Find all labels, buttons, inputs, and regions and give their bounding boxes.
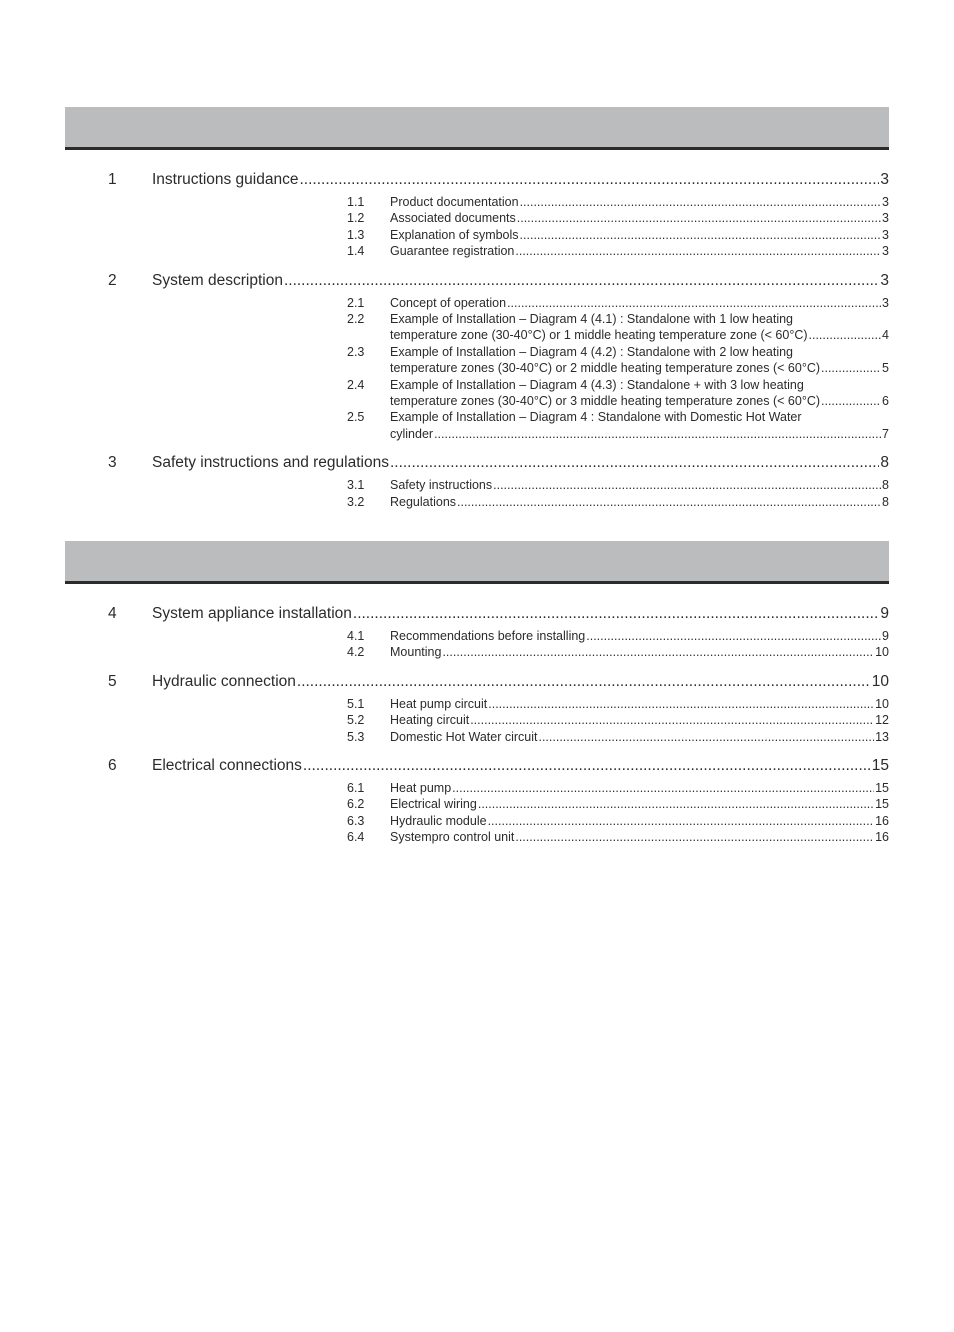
subsection-line (390, 644, 889, 660)
dot-leader (520, 227, 882, 243)
chapter-page-number: 3 (880, 271, 889, 289)
dot-leader (515, 243, 881, 259)
dot-leader (390, 452, 879, 474)
toc-subsection-entry[interactable] (65, 377, 889, 410)
subsection-page-number: 10 (875, 696, 889, 711)
subsection-line (390, 829, 889, 845)
chapter-line (152, 270, 889, 292)
subsection-page-number: 7 (882, 426, 889, 441)
subsection-line (390, 712, 889, 728)
toc-subsection-entry[interactable] (65, 243, 889, 259)
subsection-body (390, 477, 889, 493)
subsection-title: Concept of operation (390, 295, 507, 310)
subsection-line (390, 796, 889, 812)
subsection-page-number: 13 (875, 729, 889, 744)
dot-leader (538, 729, 874, 745)
chapter-page-number: 9 (880, 605, 889, 622)
subsection-page-number: 3 (882, 295, 889, 310)
dot-leader (434, 426, 881, 442)
subsection-line (390, 780, 889, 796)
dot-leader (303, 755, 871, 777)
toc-subsection-entry[interactable] (65, 210, 889, 226)
subsection-title: Product documentation (390, 195, 519, 209)
toc-subsection-entry[interactable] (65, 796, 889, 812)
subsection-line (390, 729, 889, 745)
subsection-line (390, 295, 889, 311)
dot-leader (517, 210, 881, 226)
toc-subsection-entry[interactable] (65, 729, 889, 745)
subsection-page-number: 12 (875, 713, 889, 728)
subsection-title: Hydraulic module (390, 813, 487, 828)
subsection-body (390, 377, 889, 410)
subsection-title: Explanation of symbols (390, 227, 519, 242)
dot-leader (353, 603, 879, 625)
chapter-title: Electrical connections (152, 756, 302, 774)
chapter-line (152, 755, 889, 777)
subsection-line (390, 393, 889, 409)
subsection-number: 3.1 (347, 478, 365, 493)
toc-chapter-entry[interactable] (65, 169, 889, 191)
toc-subsection-entry[interactable] (65, 829, 889, 845)
subsection-page-number: 4 (882, 328, 889, 343)
toc-subsection-entry[interactable] (65, 712, 889, 728)
subsection-body (390, 644, 889, 660)
subsection-title: Domestic Hot Water circuit (390, 729, 538, 744)
subsection-number: 1.4 (347, 244, 365, 259)
subsection-number: 6.2 (347, 797, 365, 812)
subsection-page-number: 15 (875, 797, 889, 812)
subsection-body (390, 829, 889, 845)
subsection-body (390, 796, 889, 812)
subsection-number: 2.3 (347, 344, 365, 359)
dot-leader (470, 712, 874, 728)
subsection-body (390, 628, 889, 644)
toc-subsection-entry[interactable] (65, 494, 889, 510)
subsection-line (390, 426, 889, 442)
dot-leader (442, 644, 874, 660)
chapter-title: Instructions guidance (152, 171, 299, 188)
subsection-body (390, 210, 889, 226)
subsection-title: Heat pump circuit (390, 696, 488, 711)
subsection-line (390, 813, 889, 829)
subsection-number: 1.3 (347, 227, 365, 242)
subsection-number: 2.1 (347, 295, 365, 310)
toc-subsection-entry[interactable] (65, 696, 889, 712)
subsection-number: 3.2 (347, 494, 365, 509)
subsection-title: Heating circuit (390, 713, 470, 728)
chapter-title: Safety instructions and regulations (152, 454, 389, 472)
subsection-title-line: Example of Installation – Diagram 4 : Standalone with Domestic Hot Water (390, 410, 802, 425)
subsection-body (390, 311, 889, 344)
dot-leader (299, 169, 879, 191)
subsection-page-number: 3 (882, 244, 889, 259)
chapter-page-number: 10 (871, 672, 889, 690)
chapter-number: 5 (108, 672, 117, 690)
subsection-page-number: 6 (882, 393, 889, 408)
subsection-page-number: 8 (882, 494, 889, 509)
subsection-page-number: 8 (882, 478, 889, 493)
section-band-2 (65, 541, 889, 584)
subsection-body (390, 243, 889, 259)
subsection-body (390, 409, 889, 442)
subsection-page-number: 3 (882, 195, 889, 209)
subsection-line (390, 210, 889, 226)
dot-leader (452, 780, 874, 796)
subsection-page-number: 5 (882, 361, 889, 376)
subsection-title: Electrical wiring (390, 797, 477, 812)
toc-subsection-entry[interactable] (65, 644, 889, 660)
subsection-line (390, 494, 889, 510)
subsection-line (390, 477, 889, 493)
subsection-title: Regulations (390, 494, 457, 509)
subsection-title-line: Example of Installation – Diagram 4 (4.2) : Standalone with 2 low heating (390, 344, 794, 359)
subsection-body (390, 729, 889, 745)
chapter-line (152, 452, 889, 474)
toc-chapter-entry[interactable] (65, 452, 889, 474)
subsection-line (390, 628, 889, 644)
subsection-body (390, 712, 889, 728)
subsection-line (390, 360, 889, 376)
chapter-number: 3 (108, 454, 117, 472)
subsection-number: 5.1 (347, 696, 365, 711)
subsection-body (390, 295, 889, 311)
subsection-title: Systempro control unit (390, 830, 515, 845)
toc-subsection-entry[interactable] (65, 295, 889, 311)
subsection-body (390, 227, 889, 243)
dot-leader (515, 829, 874, 845)
dot-leader (457, 494, 881, 510)
dot-leader (284, 270, 879, 292)
subsection-title: temperature zones (30-40°C) or 3 middle heating temperature zones (< 60°C) (390, 393, 821, 408)
chapter-number: 4 (108, 605, 117, 622)
chapter-title: Hydraulic connection (152, 672, 296, 690)
dot-leader (478, 796, 874, 812)
subsection-body (390, 344, 889, 377)
subsection-number: 6.3 (347, 813, 365, 828)
subsection-title-line: Example of Installation – Diagram 4 (4.3) : Standalone + with 3 low heating (390, 377, 804, 392)
toc-chapter-entry[interactable] (65, 755, 889, 777)
chapter-title: System appliance installation (152, 605, 352, 622)
subsection-body (390, 194, 889, 210)
chapter-number: 2 (108, 271, 117, 289)
chapter-line (152, 169, 889, 191)
subsection-page-number: 3 (882, 211, 889, 226)
subsection-page-number: 16 (875, 830, 889, 845)
subsection-number: 2.5 (347, 410, 365, 425)
subsection-line (390, 696, 889, 712)
chapter-number: 1 (108, 171, 117, 188)
subsection-line (390, 194, 889, 210)
toc-chapter-entry[interactable] (65, 603, 889, 625)
dot-leader (297, 671, 871, 693)
subsection-line (390, 227, 889, 243)
subsection-title: Associated documents (390, 211, 516, 226)
dot-leader (821, 360, 881, 376)
chapter-title: System description (152, 271, 283, 289)
subsection-title: Recommendations before installing (390, 629, 586, 643)
subsection-number: 2.4 (347, 377, 365, 392)
subsection-body (390, 696, 889, 712)
toc-section-1 (65, 169, 889, 520)
dot-leader (507, 295, 881, 311)
subsection-body (390, 813, 889, 829)
toc-subsection-entry[interactable] (65, 628, 889, 644)
toc-chapter-entry[interactable] (65, 270, 889, 292)
toc-subsection-entry[interactable] (65, 813, 889, 829)
dot-leader (520, 194, 881, 210)
subsection-line (390, 243, 889, 259)
subsection-title: temperature zones (30-40°C) or 2 middle heating temperature zones (< 60°C) (390, 361, 821, 376)
subsection-body (390, 494, 889, 510)
dot-leader (493, 477, 881, 493)
subsection-body (390, 780, 889, 796)
toc-subsection-entry[interactable] (65, 344, 889, 377)
subsection-page-number: 9 (882, 629, 889, 643)
subsection-number: 1.2 (347, 211, 365, 226)
subsection-title: temperature zone (30-40°C) or 1 middle heating temperature zone (< 60°C) (390, 328, 808, 343)
toc-chapter-entry[interactable] (65, 671, 889, 693)
toc-section-2 (65, 603, 889, 856)
subsection-title: Safety instructions (390, 478, 493, 493)
subsection-page-number: 16 (875, 813, 889, 828)
chapter-page-number: 15 (871, 756, 889, 774)
chapter-line (152, 671, 889, 693)
dot-leader (586, 628, 881, 644)
dot-leader (809, 327, 882, 343)
subsection-number: 6.1 (347, 780, 365, 795)
subsection-page-number: 15 (875, 780, 889, 795)
chapter-number: 6 (108, 756, 117, 774)
subsection-page-number: 10 (875, 645, 889, 660)
subsection-title: Heat pump (390, 780, 452, 795)
chapter-page-number: 3 (880, 171, 889, 188)
toc-subsection-entry[interactable] (65, 311, 889, 344)
subsection-page-number: 3 (882, 227, 889, 242)
subsection-number: 5.3 (347, 729, 365, 744)
dot-leader (488, 696, 874, 712)
subsection-title: cylinder (390, 426, 434, 441)
subsection-title: Mounting (390, 645, 442, 660)
section-band-1 (65, 107, 889, 150)
toc-subsection-entry[interactable] (65, 227, 889, 243)
subsection-number: 1.1 (347, 195, 365, 209)
toc-subsection-entry[interactable] (65, 194, 889, 210)
toc-subsection-entry[interactable] (65, 409, 889, 442)
dot-leader (821, 393, 881, 409)
subsection-title: Guarantee registration (390, 244, 515, 259)
chapter-page-number: 8 (880, 454, 889, 472)
subsection-number: 6.4 (347, 830, 365, 845)
subsection-number: 4.2 (347, 645, 365, 660)
subsection-number: 5.2 (347, 713, 365, 728)
subsection-line (390, 327, 889, 343)
dot-leader (488, 813, 875, 829)
toc-subsection-entry[interactable] (65, 780, 889, 796)
subsection-title-line: Example of Installation – Diagram 4 (4.1) : Standalone with 1 low heating (390, 311, 794, 326)
subsection-number: 2.2 (347, 311, 365, 326)
toc-subsection-entry[interactable] (65, 477, 889, 493)
chapter-line (152, 603, 889, 625)
subsection-number: 4.1 (347, 629, 365, 643)
